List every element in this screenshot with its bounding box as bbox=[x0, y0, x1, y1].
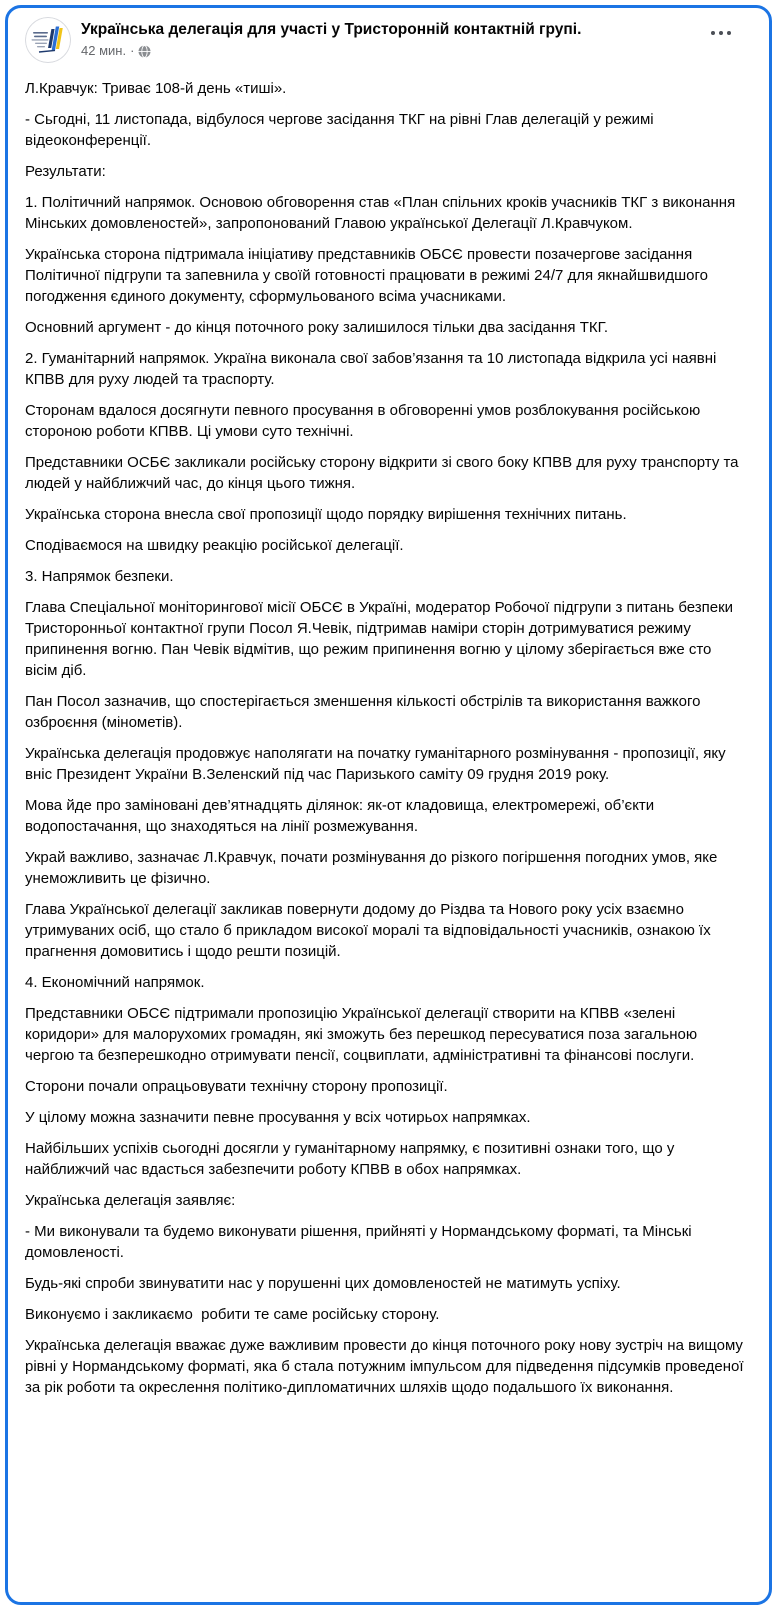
post-paragraph: - Ми виконували та будемо виконувати рішення, прийняті у Нормандському форматі, та Мінські домовленості. bbox=[25, 1223, 696, 1261]
post-menu-button[interactable] bbox=[709, 25, 733, 41]
post-paragraph: Сторони почали опрацьовувати технічну сторону пропозиції. bbox=[25, 1078, 448, 1095]
post-paragraph: Пан Посол зазначив, що спостерігається зменшення кількості обстрілів та використання важкого озброєння (мінометів). bbox=[25, 693, 705, 731]
post-paragraph: 2. Гуманітарний напрямок. Україна виконала свої забов’язання та 10 листопада відкрила усі наявні КПВВ для руху людей та траспорту. bbox=[25, 350, 721, 388]
post-paragraph: Украй важливо, зазначає Л.Кравчук, почати розмінування до різкого погіршення погодних умов, яке унеможливить це фізично. bbox=[25, 849, 722, 887]
post-paragraph: Українська сторона внесла свої пропозиції щодо порядку вирішення технічних питань. bbox=[25, 506, 627, 523]
delegation-logo-icon bbox=[25, 50, 71, 63]
post-paragraph: Виконуємо і закликаємо робити те саме російську сторону. bbox=[25, 1306, 440, 1323]
post-paragraph: Л.Кравчук: Триває 108-й день «тиші». bbox=[25, 80, 287, 97]
post-paragraph: Сторонам вдалося досягнути певного просування в обговоренні умов розблокування російською стороною роботи КПВВ. Ці умови суто технічні. bbox=[25, 402, 705, 440]
post-paragraph: Українська сторона підтримала ініціативу представників ОБСЄ провести позачергове засідання Політичної підгрупи та запевнила у своїй готовності працювати в режимі 24/7 для якнайшвидшого погодження єдиного документу, сформульованого всіма учасниками. bbox=[25, 246, 713, 305]
post-paragraph: Сподіваємося на швидку реакцію російської делегації. bbox=[25, 537, 404, 554]
post-paragraph: Українська делегація заявляє: bbox=[25, 1192, 236, 1209]
post-paragraph: Українська делегація продовжує наполягати на початку гуманітарного розмінування - пропозиції, яку вніс Президент України В.Зеленский під час Паризького саміту 09 грудня 2019 року. bbox=[25, 745, 730, 783]
post-paragraph: - Сьгодні, 11 листопада, відбулося чергове засідання ТКГ на рівні Глав делегацій у режимі відеоконференції. bbox=[25, 111, 658, 149]
meta-separator: · bbox=[130, 43, 135, 58]
ellipsis-icon bbox=[727, 31, 731, 35]
ellipsis-icon bbox=[719, 31, 723, 35]
post-paragraph: Представники ОСБЄ закликали російську сторону відкрити зі свого боку КПВВ для руху транспорту та людей у найближчий час, до кінця цього тижня. bbox=[25, 454, 743, 492]
post-paragraph: Представники ОБСЄ підтримали пропозицію Української делегації створити на КПВВ «зелені коридори» для малорухомих громадян, які зможуть без перешкод пересуватися поза загальною чергою та безперешкодно отримувати пенсії, соцвиплати, адміністративні та фінансові послуги. bbox=[25, 1005, 702, 1064]
page-name-link[interactable]: Українська делегація для участі у Тристоронній контактній групі. bbox=[81, 21, 582, 38]
post-paragraph: 4. Економічний напрямок. bbox=[25, 974, 205, 991]
post-header bbox=[25, 17, 747, 63]
post-paragraph: Глава Спеціальної моніторингової місії ОБСЄ в Україні, модератор Робочої підгрупи з питань безпеки Тристоронньої контактної групи Посол Я.Чевік, підтримав наміри сторін дотримуватися режиму припинення вогню. Пан Чевік відмітив, що режим припинення вогню у цілому зберігається вже сто вісім діб. bbox=[25, 599, 738, 679]
post-timestamp[interactable]: 42 мин. bbox=[81, 43, 127, 58]
avatar[interactable] bbox=[25, 17, 71, 63]
post-paragraph: Мова йде про заміновані дев’ятнадцять ділянок: як-от кладовища, електромережі, об’єкти водопостачання, що знаходяться на лінії розмежування. bbox=[25, 797, 659, 835]
post-paragraph: Українська делегація вважає дуже важливим провести до кінця поточного року нову зустріч на вищому рівні у Нормандському форматі, яка б стала потужним імпульсом для підведення підсумків проведеної за рік роботи та окреслення політико-дипломатичних шляхів щодо подальшого їх виконання. bbox=[25, 1337, 748, 1396]
post-card bbox=[5, 5, 772, 1605]
globe-icon bbox=[138, 45, 151, 58]
post-paragraph: У цілому можна зазначити певне просування у всіх чотирьох напрямках. bbox=[25, 1109, 531, 1126]
post-paragraph: Глава Української делегації закликав повернути додому до Різдва та Нового року усіх взаємно утримуваних осіб, що стало б прикладом високої моралі та відповідальності учасників, ознакою їх прагнення домовитись і щодо решти позицій. bbox=[25, 901, 715, 960]
post-meta bbox=[81, 43, 701, 59]
post-paragraph: Основний аргумент - до кінця поточного року залишилося тільки два засідання ТКГ. bbox=[25, 319, 609, 336]
ellipsis-icon bbox=[711, 31, 715, 35]
post-body bbox=[25, 78, 747, 1414]
post-paragraph: Результати: bbox=[25, 163, 106, 180]
post-paragraph: 3. Напрямок безпеки. bbox=[25, 568, 174, 585]
post-paragraph: 1. Політичний напрямок. Основою обговорення став «План спільних кроків учасників ТКГ з виконання Мінських домовленостей», запропонований Главою української Делегації Л.Кравчуком. bbox=[25, 194, 740, 232]
post-paragraph: Найбільших успіхів сьогодні досягли у гуманітарному напрямку, є позитивні ознаки того, що у найближчий час вдасться забезпечити роботу КПВВ в обох напрямках. bbox=[25, 1140, 679, 1178]
post-paragraph: Будь-які спроби звинуватити нас у порушенні цих домовленостей не матимуть успіху. bbox=[25, 1275, 621, 1292]
